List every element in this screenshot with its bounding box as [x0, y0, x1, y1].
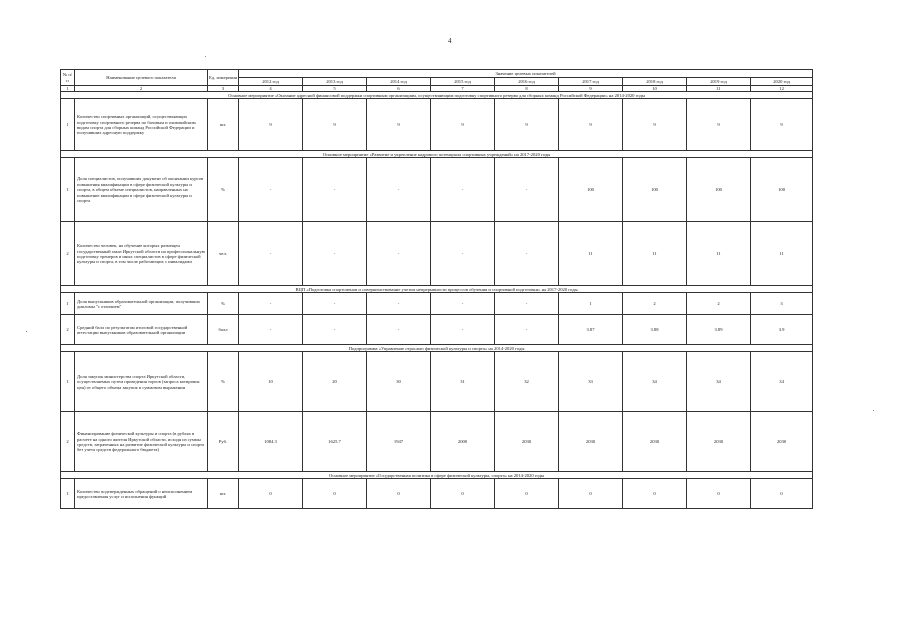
value-cell: 9 [559, 99, 623, 151]
column-number: 10 [623, 86, 687, 92]
value-cell: 2030 [559, 412, 623, 472]
value-cell: 34 [751, 352, 813, 412]
value-cell: - [495, 315, 559, 345]
section-row [61, 286, 813, 293]
column-number: 12 [751, 86, 813, 92]
value-cell: 9 [367, 99, 431, 151]
value-cell: 1084.3 [239, 412, 303, 472]
value-cell: 1 [559, 293, 623, 315]
value-cell: - [303, 315, 367, 345]
value-cell: 9 [623, 99, 687, 151]
indicator-name: Средний балл по результатам итоговой государственной аттестации выпускников образовательной организации [75, 315, 208, 345]
scan-speck [873, 410, 874, 411]
value-cell: 0 [239, 479, 303, 509]
value-cell: - [431, 158, 495, 222]
value-cell: 2030 [495, 412, 559, 472]
header-year: 2020 год [751, 78, 813, 86]
value-cell: - [495, 293, 559, 315]
value-cell: - [431, 315, 495, 345]
value-cell: 0 [495, 479, 559, 509]
unit-cell: чел. [208, 222, 239, 286]
row-number: 1 [61, 479, 75, 509]
section-row [61, 151, 813, 158]
header-year: 2018 год [623, 78, 687, 86]
value-cell: 9 [239, 99, 303, 151]
value-cell: 31 [431, 352, 495, 412]
value-cell: - [239, 158, 303, 222]
column-number: 11 [687, 86, 751, 92]
unit-cell: % [208, 293, 239, 315]
row-number: 2 [61, 315, 75, 345]
indicator-name: Финансирование физической культуры и спорта (в рублях в расчете на одного жителя Иркутской области, исходя из суммы средств, затраченных на развитие физической культуры и спорта без учета средств федерального бюджета) [75, 412, 208, 472]
row-number: 2 [61, 412, 75, 472]
value-cell: - [431, 222, 495, 286]
row-number: 1 [61, 99, 75, 151]
value-cell: 10 [239, 352, 303, 412]
value-cell: 3.88 [623, 315, 687, 345]
table-row [61, 412, 813, 472]
header-year: 2019 год [687, 78, 751, 86]
indicator-name: Доля закупок министерства спорта Иркутской области, осуществляемых путем проведения торгов (запроса котировок цен) от общего объема закупок в суммовом выражении [75, 352, 208, 412]
value-cell: 0 [623, 479, 687, 509]
value-cell: 0 [367, 479, 431, 509]
header-name: Наименование целевого показателя [75, 70, 208, 86]
column-number: 3 [208, 86, 239, 92]
section-title: ВЦП «Подготовка спортсменов и совершенствование учетом непрерывности процессов обучения и спортивной подготовки» на 2017-2020 годы [61, 286, 813, 293]
section-row [61, 345, 813, 352]
section-title: Подпрограмма «Управление отраслью физической культуры и спорта» на 2014-2020 годы [61, 345, 813, 352]
scan-speck [26, 331, 27, 332]
table-row [61, 222, 813, 286]
header-year: 2014 год [367, 78, 431, 86]
value-cell: - [239, 315, 303, 345]
value-cell: - [303, 222, 367, 286]
row-number: 2 [61, 222, 75, 286]
unit-cell: Руб. [208, 412, 239, 472]
indicator-name: Доля специалистов, получивших документ об окончании курсов повышения квалификации в сфере физической культуры и спорта, в общем объеме специалистов, направленных на повышение квалификации в сфере физической культуры и спорта [75, 158, 208, 222]
value-cell: 2 [623, 293, 687, 315]
indicator-name: Количество спортивных организаций, осуществляющих подготовку спортивного резерва по базовым и олимпийским видам спорта для сборных команд Российской Федерации и получивших адресную поддержку [75, 99, 208, 151]
value-cell: 3 [751, 293, 813, 315]
value-cell: 0 [303, 479, 367, 509]
table-row [61, 158, 813, 222]
column-number: 4 [239, 86, 303, 92]
header-num: № п/п [61, 70, 75, 86]
value-cell: 20 [303, 352, 367, 412]
header-year: 2017 год [559, 78, 623, 86]
value-cell: 33 [559, 352, 623, 412]
header-year: 2015 год [431, 78, 495, 86]
value-cell: 9 [495, 99, 559, 151]
value-cell: 9 [431, 99, 495, 151]
unit-cell: шт. [208, 479, 239, 509]
value-cell: 1947 [367, 412, 431, 472]
value-cell: 3.9 [751, 315, 813, 345]
value-cell: 9 [687, 99, 751, 151]
value-cell: 9 [303, 99, 367, 151]
row-number: 1 [61, 158, 75, 222]
unit-cell: шт. [208, 99, 239, 151]
table-row [61, 293, 813, 315]
value-cell: - [431, 293, 495, 315]
value-cell: 1625.7 [303, 412, 367, 472]
row-number: 1 [61, 293, 75, 315]
value-cell: 30 [367, 352, 431, 412]
value-cell: 0 [751, 479, 813, 509]
value-cell: - [367, 222, 431, 286]
unit-cell: % [208, 158, 239, 222]
column-number: 5 [303, 86, 367, 92]
value-cell: - [495, 222, 559, 286]
value-cell: 3.87 [559, 315, 623, 345]
value-cell: 2030 [623, 412, 687, 472]
value-cell: 2 [687, 293, 751, 315]
section-title: Основное мероприятие «Государственная политика в сфере физической культуры, спорта» на 2014-2020 годы [61, 472, 813, 479]
indicator-name: Доля выпускников образовательной организации, получивших дипломы "с отличием" [75, 293, 208, 315]
value-cell: - [239, 293, 303, 315]
table-row [61, 479, 813, 509]
value-cell: 9 [751, 99, 813, 151]
value-cell: 32 [495, 352, 559, 412]
column-number: 9 [559, 86, 623, 92]
value-cell: 11 [687, 222, 751, 286]
value-cell: 100 [751, 158, 813, 222]
table-row [61, 315, 813, 345]
value-cell: 2030 [751, 412, 813, 472]
value-cell: - [367, 315, 431, 345]
indicator-name: Количество человек, на обучение которых размещен государственный заказ Иркутской области на профессиональную подготовку тренеров и иных специалистов в сфере физической культуры и спорта, в том числе работающих с инвалидами [75, 222, 208, 286]
table-header [61, 70, 813, 92]
column-number: 8 [495, 86, 559, 92]
indicators-table [60, 69, 813, 509]
value-cell: - [495, 158, 559, 222]
value-cell: 100 [623, 158, 687, 222]
row-number: 1 [61, 352, 75, 412]
value-cell: - [367, 293, 431, 315]
unit-cell: % [208, 352, 239, 412]
value-cell: 11 [623, 222, 687, 286]
value-cell: 11 [559, 222, 623, 286]
value-cell: 100 [559, 158, 623, 222]
indicator-name: Количество подтвержденных обращений о неисполнением предоставления услуг и исполнения функций [75, 479, 208, 509]
column-number: 6 [367, 86, 431, 92]
column-number: 7 [431, 86, 495, 92]
header-values: Значение целевых показателей [239, 70, 813, 78]
value-cell: - [367, 158, 431, 222]
column-number: 1 [61, 86, 75, 92]
value-cell: 11 [751, 222, 813, 286]
value-cell: 3.89 [687, 315, 751, 345]
unit-cell: балл [208, 315, 239, 345]
table-row [61, 99, 813, 151]
column-number: 2 [75, 86, 208, 92]
header-year: 2013 год [303, 78, 367, 86]
value-cell: - [239, 222, 303, 286]
value-cell: 2030 [687, 412, 751, 472]
page-number: 4 [448, 37, 452, 45]
value-cell: 0 [431, 479, 495, 509]
section-row [61, 472, 813, 479]
value-cell: - [303, 158, 367, 222]
value-cell: 34 [687, 352, 751, 412]
section-title: Основное мероприятие «Развитие и укрепление кадрового потенциала спортивных учреждений» на 2017-2020 годы [61, 151, 813, 158]
value-cell: 0 [687, 479, 751, 509]
table-row [61, 352, 813, 412]
section-title: Основное мероприятие «Оказание адресной финансовой поддержки спортивным организациям, осуществляющим подготовку спортивного резерва для сборных команд Российской Федерации» на 2014-2020 годы [61, 92, 813, 99]
table-body [61, 92, 813, 509]
header-year: 2012 год [239, 78, 303, 86]
header-year: 2016 год [495, 78, 559, 86]
value-cell: 34 [623, 352, 687, 412]
value-cell: - [303, 293, 367, 315]
header-unit: Ед. измерения [208, 70, 239, 86]
value-cell: 100 [687, 158, 751, 222]
section-row [61, 92, 813, 99]
value-cell: 2000 [431, 412, 495, 472]
scan-speck [205, 56, 206, 57]
value-cell: 0 [559, 479, 623, 509]
